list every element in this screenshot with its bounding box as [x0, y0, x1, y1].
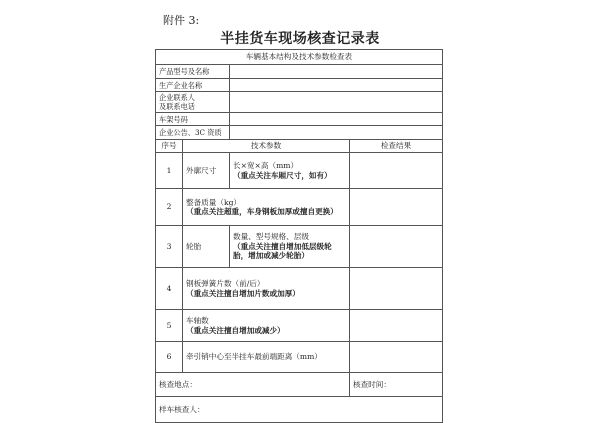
- item-param: [183, 342, 350, 373]
- header-result: 检查结果: [350, 140, 443, 153]
- table-row: [156, 342, 443, 373]
- item-no: 1: [156, 153, 183, 189]
- param-note: （重点关注擅自增加或减少）: [186, 325, 285, 335]
- param-text: 车轴数: [186, 316, 209, 326]
- info-row: [156, 126, 443, 140]
- info-row: [156, 65, 443, 79]
- info-row: [156, 113, 443, 126]
- location-label: 核查地点：: [159, 379, 197, 389]
- section-title: 车辆基本结构及技术参数检查表: [156, 50, 443, 65]
- result-field[interactable]: [350, 189, 443, 226]
- table-row: [156, 189, 443, 226]
- result-field[interactable]: [350, 153, 443, 189]
- item-param: [183, 310, 350, 342]
- param-detail-text: 长×宽×高（mm）: [233, 161, 299, 171]
- table-row: [156, 310, 443, 342]
- header-param: 技术参数: [183, 140, 350, 153]
- info-value-field[interactable]: [230, 113, 443, 126]
- item-param: [183, 189, 350, 226]
- inspection-record-table: [155, 49, 443, 423]
- info-label: 生产企业名称: [156, 79, 230, 92]
- footer-row-inspector: [156, 397, 443, 423]
- param-text: 牵引销中心至半挂车最前端距离（mm）: [186, 352, 322, 362]
- footer-row-location-time: [156, 373, 443, 397]
- info-value-field[interactable]: [230, 126, 443, 140]
- item-no: 2: [156, 189, 183, 226]
- table-row: [156, 226, 443, 268]
- info-value-field[interactable]: [230, 79, 443, 92]
- item-no: 4: [156, 268, 183, 310]
- info-label: 车架号码: [156, 113, 230, 126]
- table-row: [156, 153, 443, 189]
- item-param-name: 外廓尺寸: [183, 153, 230, 189]
- inspector-label: 样车核查人：: [159, 404, 205, 414]
- param-detail-text: 数量、型号规格、层级: [233, 232, 309, 242]
- time-label: 核查时间：: [353, 379, 391, 389]
- result-field[interactable]: [350, 268, 443, 310]
- info-label: 产品型号及名称: [156, 65, 230, 79]
- param-note: （重点关注擅自增加片数或加厚）: [186, 288, 300, 298]
- info-value-field[interactable]: [230, 65, 443, 79]
- result-field[interactable]: [350, 342, 443, 373]
- info-label-line: 及联系电话: [159, 102, 195, 111]
- section-title-row: [156, 50, 443, 65]
- info-label: 企业公告、3C 资质: [156, 126, 230, 140]
- location-field[interactable]: [156, 373, 350, 397]
- item-param: [183, 268, 350, 310]
- table-header-row: [156, 140, 443, 153]
- info-row: [156, 79, 443, 92]
- item-param-detail: [230, 226, 350, 268]
- result-field[interactable]: [350, 226, 443, 268]
- info-label-line: 企业联系人: [159, 93, 195, 102]
- info-row: [156, 92, 443, 113]
- time-field[interactable]: [350, 373, 443, 397]
- item-param-detail: [230, 153, 350, 189]
- param-note: （重点关注擅自增加低层级轮胎，增加或减少轮胎）: [233, 241, 332, 261]
- item-no: 6: [156, 342, 183, 373]
- item-no: 3: [156, 226, 183, 268]
- info-value-field[interactable]: [230, 92, 443, 113]
- attachment-label: 附件 3:: [163, 14, 200, 27]
- param-text: 整备质量（kg）: [186, 197, 242, 207]
- document-title: 半挂货车现场核查记录表: [220, 31, 380, 47]
- table-row: [156, 268, 443, 310]
- info-label: [156, 92, 230, 113]
- item-no: 5: [156, 310, 183, 342]
- param-note: （重点关注超重，车身钢板加厚或擅自更换）: [186, 207, 338, 216]
- param-note: （重点关注车厢尺寸，如有）: [233, 170, 332, 180]
- result-field[interactable]: [350, 310, 443, 342]
- header-no: 序号: [156, 140, 183, 153]
- item-param-name: 轮胎: [183, 226, 230, 268]
- inspector-field[interactable]: [156, 397, 443, 423]
- param-text: 钢板弹簧片数（前/后）: [186, 279, 265, 289]
